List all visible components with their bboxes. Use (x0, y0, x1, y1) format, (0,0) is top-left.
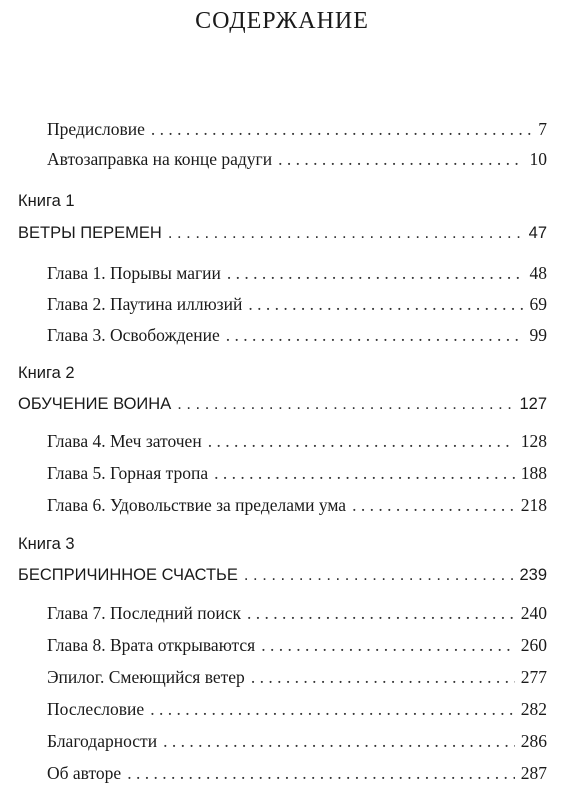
toc-entry-foreword[interactable] (47, 118, 547, 140)
entry-page: 240 (520, 603, 547, 623)
entry-page: 48 (529, 263, 547, 283)
entry-label: Автозаправка на конце радуги (47, 149, 273, 169)
toc-book-3-title[interactable] (18, 564, 547, 586)
entry-label: Благодарности (47, 731, 158, 751)
dot-leader (151, 118, 532, 140)
toc-entry-chapter-2[interactable] (47, 293, 547, 315)
toc-entry-chapter-1[interactable] (47, 262, 547, 284)
dot-leader (226, 324, 524, 346)
toc-entry-chapter-3[interactable] (47, 324, 547, 346)
toc-entry-afterword[interactable] (47, 698, 547, 720)
book-2-label: Книга 2 (18, 364, 75, 382)
toc-entry-chapter-5[interactable] (47, 462, 547, 484)
dot-leader (214, 462, 515, 484)
dot-leader (247, 602, 515, 624)
entry-label: Глава 7. Последний поиск (47, 603, 241, 623)
entry-page: 47 (528, 224, 547, 242)
dot-leader (261, 634, 515, 656)
entry-label: Глава 8. Врата открываются (47, 635, 256, 655)
toc-book-2-title[interactable] (18, 393, 547, 415)
entry-label: Глава 1. Порывы магии (47, 263, 221, 283)
entry-page: 260 (520, 635, 547, 655)
entry-page: 277 (520, 667, 547, 687)
entry-label: Глава 5. Горная тропа (47, 463, 209, 483)
entry-page: 188 (520, 463, 547, 483)
toc-entry-epilogue[interactable] (47, 666, 547, 688)
entry-label: ОБУЧЕНИЕ ВОИНА (18, 395, 172, 413)
toc-entry-chapter-8[interactable] (47, 634, 547, 656)
entry-page: 287 (520, 763, 547, 783)
dot-leader (150, 698, 515, 720)
page-title: СОДЕРЖАНИЕ (195, 8, 369, 34)
entry-page: 239 (519, 566, 547, 584)
entry-page: 218 (520, 495, 547, 515)
entry-page: 99 (529, 325, 547, 345)
toc-book-1-title[interactable] (18, 222, 547, 244)
dot-leader (208, 430, 515, 452)
toc-entry-chapter-6[interactable] (47, 494, 547, 516)
book-1-label: Книга 1 (18, 192, 75, 210)
entry-label: БЕСПРИЧИННОЕ СЧАСТЬЕ (18, 566, 238, 584)
dot-leader (163, 730, 515, 752)
toc-entry-chapter-4[interactable] (47, 430, 547, 452)
entry-label: ВЕТРЫ ПЕРЕМЕН (18, 224, 162, 242)
entry-label: Глава 3. Освобождение (47, 325, 220, 345)
toc-entry-acknowledgements[interactable] (47, 730, 547, 752)
entry-page: 128 (520, 431, 547, 451)
toc-entry-rainbow[interactable] (47, 148, 547, 170)
dot-leader (352, 494, 515, 516)
dot-leader (227, 262, 524, 284)
entry-label: Об авторе (47, 763, 122, 783)
toc-entry-chapter-7[interactable] (47, 602, 547, 624)
book-3-label: Книга 3 (18, 535, 75, 553)
dot-leader (251, 666, 515, 688)
dot-leader (177, 393, 513, 415)
dot-leader (127, 762, 515, 784)
entry-page: 127 (519, 395, 547, 413)
entry-page: 286 (520, 731, 547, 751)
entry-page: 69 (529, 294, 547, 314)
entry-label: Предисловие (47, 119, 145, 139)
entry-page: 7 (538, 119, 547, 139)
dot-leader (278, 148, 523, 170)
entry-page: 282 (520, 699, 547, 719)
entry-label: Эпилог. Смеющийся ветер (47, 667, 245, 687)
dot-leader (244, 564, 514, 586)
entry-label: Глава 4. Меч заточен (47, 431, 202, 451)
entry-label: Глава 2. Паутина иллюзий (47, 294, 243, 314)
toc-entry-about-author[interactable] (47, 762, 547, 784)
entry-label: Послесловие (47, 699, 145, 719)
entry-page: 10 (529, 149, 547, 169)
dot-leader (248, 293, 523, 315)
dot-leader (168, 222, 523, 244)
entry-label: Глава 6. Удовольствие за пределами ума (47, 495, 347, 515)
